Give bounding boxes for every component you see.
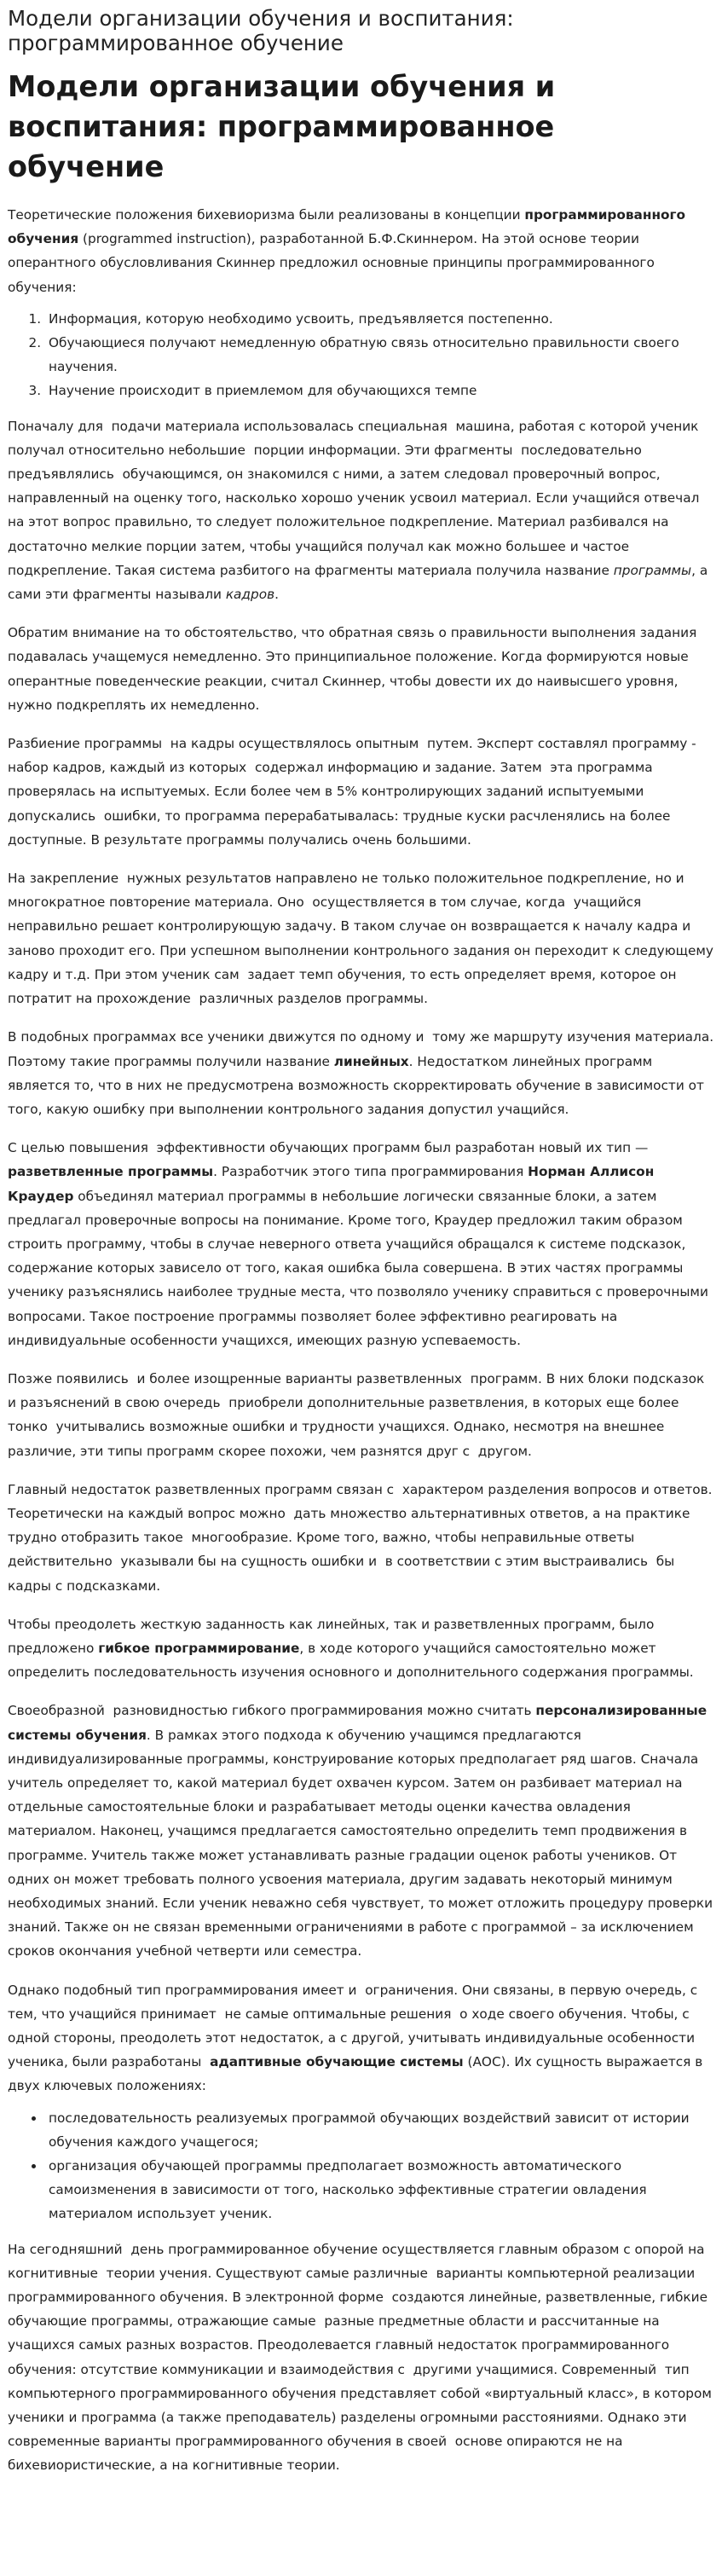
aos-point: • последовательность реализуемых программой обучающих воздействий зависит от истории обучения каждого учащегося; [45, 2106, 714, 2154]
principles-list [8, 307, 714, 403]
paragraph-text: С целью повышения эффективности обучающих программ был разработан новый их тип — [8, 1140, 653, 1156]
paragraph-personalized [8, 1699, 717, 1963]
aos-points-list [8, 2106, 714, 2226]
term-personalized: персонализированные системы обучения [8, 1703, 712, 1743]
term-branched: разветвленные программы [8, 1164, 214, 1180]
term-adaptive: адаптивные обучающие системы [210, 2054, 464, 2070]
paragraph-text: Чтобы преодолеть жесткую заданность как линейных, так и разветвленных программ, было предложено [8, 1616, 659, 1656]
paragraph-text: . В рамках этого подхода к обучению учащимся предлагаются индивидуализированные программы, конструирование которых предполагает ряд шагов. Сначала учитель определяет то, какой материал будет охвачен курсом. Затем он разбивает материал на отдельные самостоятельные блоки и разрабатывает методы оценки качества овладения материалом. Наконец, учащимся предлагается самостоятельно определить темп продвижения в программе. Учитель также может устанавливать разные градации оценок работы учеников. От одних он может требовать полного усвоения материала, другим задавать некоторый минимум необходимых знаний. Если ученик неважно себя чувствует, то может отложить процедуру проверки знаний. Также он не связан временными ограничениями в работе с программой – за исключением сроков окончания учебной четверти или семестра. [8, 1727, 717, 1959]
paragraph-text: Своеобразной разновидностью гибкого программирования можно считать [8, 1703, 536, 1719]
intro-paragraph [8, 203, 714, 299]
paragraph-repetition: На закрепление нужных результатов направлено не только положительное подкрепление, но и многократное повторение материала. Оно осуществляется в том случае, когда учащийся неправильно решает контролирующую задачу. В таком случае он возвращается к началу кадра и заново проходит его. При успешном выполнении контрольного задания он переходит к следующему кадру и т.д. При этом ученик сам задает темп обучения, то есть определяет время, которое он потратит на прохождение различных разделов программы. [8, 871, 718, 1007]
paragraph-text: , в ходе которого учащийся самостоятельно может определить последовательность изучения основного и дополнительного содержания программы. [8, 1640, 694, 1681]
paragraph-branched [8, 1136, 714, 1352]
intro-term-programmed: программированного обучения [8, 207, 690, 247]
intro-text-2: (programmed instruction), разработанной Б.Ф.Скиннером. На этой основе теории оперантного обусловливания Скиннер предложил основные принципы программированного обучения: [8, 231, 659, 295]
paragraph-frames: Разбиение программы на кадры осуществлялось опытным путем. Эксперт составлял программу - набор кадров, каждый из которых содержал информацию и задание. Затем эта программа проверялась на испытуемых. Если более чем в 5% контролирующих заданий испытуемыми допускались ошибки, то программа перерабатывалась: трудные куски расчленялись на более доступные. В результате программы получались очень большими. [8, 736, 701, 848]
principle-item: 2. Обучающиеся получают немедленную обратную связь относительно правильности своего научения. [45, 331, 714, 379]
intro-text-1: Теоретические положения бихевиоризма были реализованы в концепции [8, 207, 525, 223]
paragraph-text: , а сами эти фрагменты называли [8, 562, 713, 603]
term-flexible: гибкое программирование [98, 1640, 300, 1656]
paragraph-text: . Недостатком линейных программ является то, что в них не предусмотрена возможность скорректировать обучение в зависимости от того, какую ошибку при выполнении контрольного задания допустил учащийся. [8, 1053, 708, 1117]
page-title: Модели организации обучения и воспитания: программированное обучение [8, 6, 514, 55]
paragraph-text: Поначалу для подачи материала использовалась специальная машина, работая с которой ученик получал относительно небольшие порции информации. Эти фрагменты последовательно предъявлялись обучающимся, он знакомился с ними, а затем следовал проверочный вопрос, направленный на оценку того, насколько хорошо ученик усвоил материал. Если учащийся отвечал на этот вопрос правильно, то следует положительное подкрепление. Материал разбивался на достаточно мелкие порции затем, чтобы учащийся получал как можно большее и частое подкрепление. Такая система разбитого на фрагменты материала получила название [8, 418, 704, 578]
paragraph-feedback: Обратим внимание на то обстоятельство, что обратная связь о правильности выполнения задания подавалась учащемуся немедленно. Это принципиальное положение. Когда формируются новые оперантные поведенческие реакции, считал Скиннер, чтобы довести их до наивысшего уровня, нужно подкреплять их немедленно. [8, 625, 702, 713]
article-heading: Модели организации обучения и воспитания: программированное обучение [8, 70, 556, 183]
paragraph-text: объединял материал программы в небольшие логически связанные блоки, а затем предлагал проверочные вопросы на понимание. Кроме того, Краудер предложил таким образом строить программу, чтобы в случае неверного ответа учащийся обращался к системе подсказок, содержание которых зависело от того, какая ошибка была совершена. В этих частях программы ученику разъяснялись наиболее трудные места, что позволяло ученику справиться с проверочными вопросами. Такое построение программы позволяет более эффективно реагировать на индивидуальные особенности учащихся, имеющих разную успеваемость. [8, 1188, 713, 1348]
name-crowder: Норман Аллисон Краудер [8, 1164, 659, 1204]
paragraph-text: (АОС). Их сущность выражается в двух ключевых положениях: [8, 2054, 708, 2094]
paragraph-flexible [8, 1612, 714, 1685]
paragraph-linear [8, 1025, 718, 1121]
paragraph-text: . [274, 587, 279, 603]
principle-item: 1. Информация, которую необходимо усвоить, предъявляется постепенно. [45, 307, 714, 331]
paragraph-machine [8, 414, 714, 607]
paragraph-text: Однако подобный тип программирования имеет и ограничения. Они связаны, в первую очередь, с тем, что учащийся принимает не самые оптимальные решения о ходе своего обучения. Чтобы, с одной стороны, преодолеть этот недостаток, а с другой, учитывать индивидуальные особенности ученика, были разработаны [8, 1982, 702, 2070]
term-frames: кадров [225, 587, 275, 603]
paragraph-advanced-branching: Позже появились и более изощренные варианты разветвленных программ. В них блоки подсказок и разъяснений в свою очередь приобрели дополнительные разветвления, в которых еще более тонко учитывались возможные ошибки и трудности учащихся. Однако, несмотря на внешнее различие, эти типы программ скорее похожи, чем разнятся друг с другом. [8, 1370, 713, 1459]
paragraph-text: . Разработчик этого типа программирования [213, 1164, 529, 1180]
term-linear: линейных [333, 1053, 409, 1069]
aos-point: • организация обучающей программы предполагает возможность автоматического самоизменения в зависимости от того, насколько эффективные стратегии овладения материалом использует ученик. [45, 2154, 714, 2226]
paragraph-branched-drawback: Главный недостаток разветвленных программ связан с характером разделения вопросов и ответов. Теоретически на каждый вопрос можно дать множество альтернативных ответов, а на практике трудно отобразить такое многообразие. Кроме того, важно, чтобы неправильные ответы действительно указывали бы на сущность ошибки и в соответствии с этим выстраивались бы кадры с подсказками. [8, 1481, 717, 1594]
article [0, 2, 722, 2478]
principle-item: 3. Научение происходит в приемлемом для обучающихся темпе [45, 379, 714, 402]
paragraph-text: В подобных программах все ученики движутся по одному и тому же маршруту изучения материала. Поэтому такие программы получили название [8, 1029, 718, 1069]
paragraph-adaptive [8, 1978, 714, 2098]
paragraph-today: На сегодняшний день программированное обучение осуществляется главным образом с опорой на когнитивные теории учения. Существуют самые различные варианты компьютерной реализации программированного обучения. В электронной форме создаются линейные, разветвленные, гибкие обучающие программы, отражающие самые разные предметные области и рассчитанные на учащихся самых разных возрастов. Преодолевается главный недостаток программированного обучения: отсутствие коммуникации и взаимодействия с другими учащимися. Современный тип компьютерного программированного обучения представляет собой «виртуальный класс», в котором ученики и программа (а также преподаватель) разделены огромными расстояниями. Однако эти современные варианты программированного обучения в своей основе опираются не на бихевиористические, а на когнитивные теории. [8, 2241, 716, 2474]
term-programs: программы [613, 562, 692, 578]
